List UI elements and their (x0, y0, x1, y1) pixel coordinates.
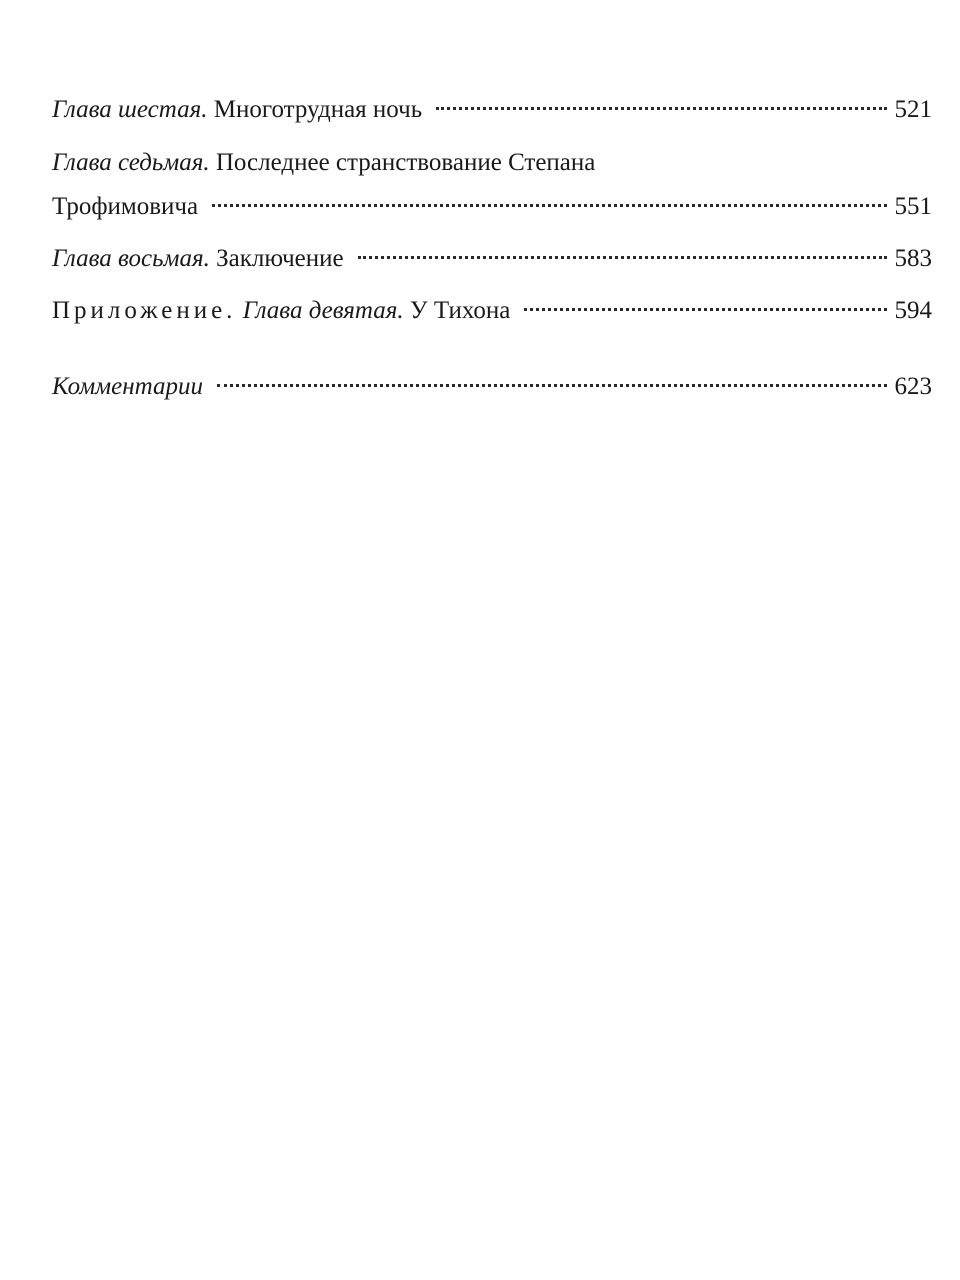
chapter-title: Последнее странствование Степана (215, 149, 596, 176)
commentary-label: Комментарии (52, 373, 203, 400)
chapter-prefix: Глава восьмая. (52, 245, 210, 272)
table-of-contents (52, 80, 932, 409)
chapter-title-continuation: Трофимовича (52, 193, 199, 220)
chapter-title: Многотрудная ночь (213, 96, 423, 123)
appendix-label: Приложение. (52, 297, 237, 324)
dot-leader (436, 107, 886, 110)
chapter-prefix: Глава девятая. (242, 297, 404, 324)
page-number: 623 (894, 373, 932, 400)
chapter-prefix: Глава шестая. (52, 96, 208, 123)
page-number: 594 (894, 297, 932, 324)
toc-entry (52, 88, 932, 132)
chapter-title: У Тихона (409, 297, 511, 324)
toc-entry (52, 365, 932, 409)
page-number: 551 (894, 193, 932, 220)
chapter-title: Заключение (216, 245, 344, 272)
page-number: 521 (894, 96, 932, 123)
toc-entry (52, 237, 932, 281)
dot-leader (524, 308, 886, 311)
dot-leader (212, 204, 886, 207)
chapter-prefix: Глава седьмая. (52, 149, 210, 176)
page-number: 583 (894, 245, 932, 272)
dot-leader (217, 384, 887, 387)
dot-leader (358, 256, 887, 259)
toc-entry (52, 141, 932, 229)
toc-entry (52, 289, 932, 333)
